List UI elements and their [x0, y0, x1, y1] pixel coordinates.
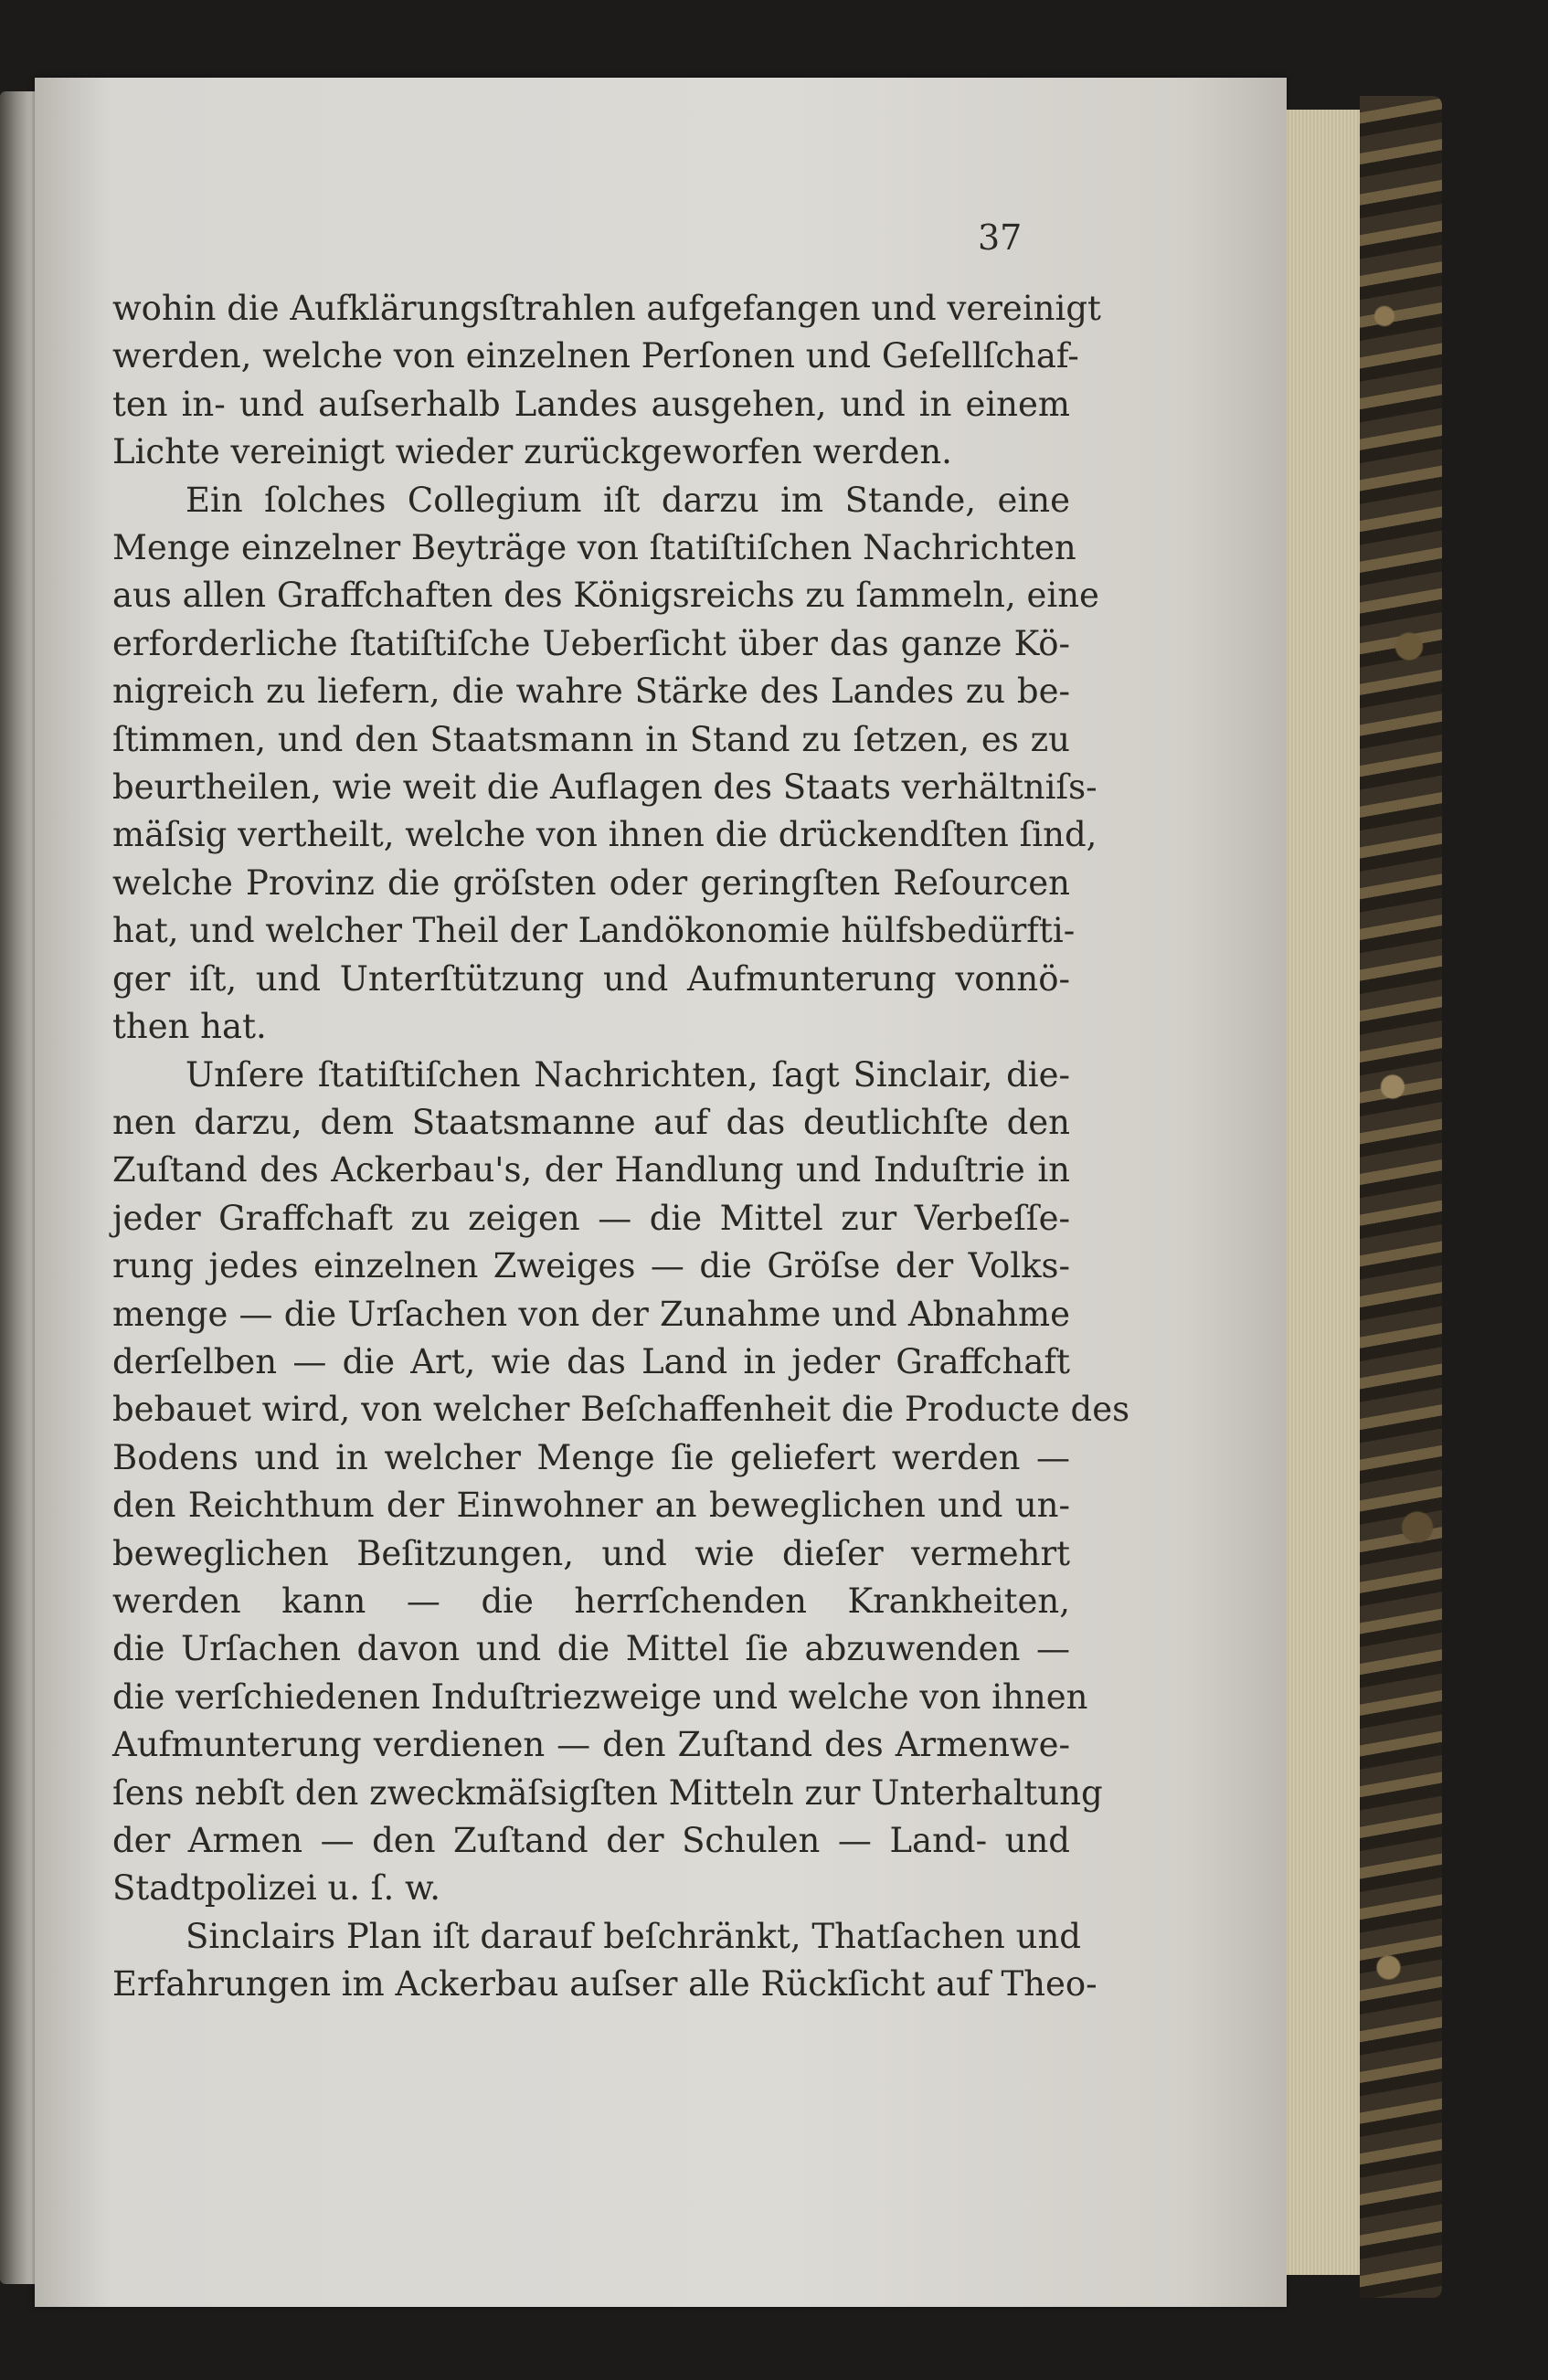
text-line: die Urſachen davon und die Mittel ſie abzuwenden — [112, 1629, 1070, 1669]
text-line: werden, welche von einzelnen Perſonen und Geſellſchaf- [112, 336, 1079, 376]
text-line: ger iſt, und Unterſtützung und Aufmunterung vonnö- [112, 958, 1070, 999]
body-text [112, 285, 1130, 2009]
text-line: menge — die Urſachen von der Zunahme und Abnahme [112, 1294, 1070, 1334]
text-line: Zuſtand des Ackerbau's, der Handlung und Induſtrie in [112, 1150, 1070, 1190]
text-line: Stadtpolizei u. ſ. w. [112, 1868, 441, 1909]
text-line: then hat. [112, 1007, 267, 1047]
text-line: aus allen Graffchaften des Königsreichs zu ſammeln, eine [112, 576, 1099, 616]
text-line: die verſchiedenen Induſtriezweige und welche von ihnen [112, 1677, 1088, 1717]
text-line: Menge einzelner Beyträge von ſtatiſtiſchen Nachrichten [112, 528, 1076, 568]
marbled-cover [1360, 96, 1442, 2298]
text-line: werden kann — die herrſchenden Krankheiten, [112, 1581, 1070, 1621]
text-line: den Reichthum der Einwohner an beweglichen und un- [112, 1486, 1070, 1526]
page-edges [1287, 110, 1362, 2275]
text-line: beurtheilen, wie weit die Auflagen des Staats verhältniſs- [112, 767, 1097, 808]
text-line: Lichte vereinigt wieder zurückgeworfen werden. [112, 432, 952, 472]
text-line: Unſere ſtatiſtiſchen Nachrichten, ſagt Sinclair, die- [186, 1054, 1070, 1095]
text-line: Ein ſolches Collegium iſt darzu im Stande, eine [186, 480, 1070, 520]
text-line: Bodens und in welcher Menge ſie geliefert werden — [112, 1437, 1070, 1477]
text-line: Erfahrungen im Ackerbau auſser alle Rückſicht auf Theo- [112, 1964, 1097, 2004]
text-line: Sinclairs Plan iſt darauf beſchränkt, Thatſachen und [186, 1916, 1081, 1956]
text-line: nigreich zu liefern, die wahre Stärke des Landes zu be- [112, 672, 1070, 712]
text-line: Aufmunterung verdienen — den Zuſtand des Armenwe- [112, 1725, 1070, 1765]
page-number: 37 [978, 217, 1023, 258]
text-line: wohin die Aufklärungsſtrahlen aufgefangen und vereinigt [112, 289, 1101, 328]
text-line: nen darzu, dem Staatsmanne auf das deutlichſte den [112, 1102, 1070, 1142]
text-line: jeder Graffchaft zu zeigen — die Mittel zur Verbeſſe- [112, 1198, 1070, 1238]
text-line: derſelben — die Art, wie das Land in jeder Graffchaft [112, 1341, 1070, 1381]
text-line: rung jedes einzelnen Zweiges — die Gröſse der Volks- [112, 1246, 1070, 1286]
text-line: der Armen — den Zuſtand der Schulen — Land- und [112, 1821, 1070, 1860]
text-line: ſens nebſt den zweckmäſsigſten Mitteln zur Unterhaltung [112, 1772, 1103, 1813]
text-line: welche Provinz die gröſsten oder geringſten Reſourcen [112, 862, 1070, 903]
left-page-edge [0, 91, 37, 2284]
text-line: beweglichen Beſitzungen, und wie dieſer vermehrt [112, 1533, 1070, 1573]
text-line: ſtimmen, und den Staatsmann in Stand zu ſetzen, es zu [112, 719, 1070, 759]
text-line: erforderliche ſtatiſtiſche Ueberſicht über das ganze Kö- [112, 623, 1070, 663]
text-line: hat, und welcher Theil der Landökonomie hülfsbedürfti- [112, 911, 1076, 951]
text-line: bebauet wird, von welcher Beſchaffenheit die Producte des [112, 1390, 1130, 1430]
text-line: mäſsig vertheilt, welche von ihnen die drückendſten ſind, [112, 815, 1097, 855]
text-line: ten in- und auſserhalb Landes ausgehen, und in einem [112, 384, 1070, 424]
